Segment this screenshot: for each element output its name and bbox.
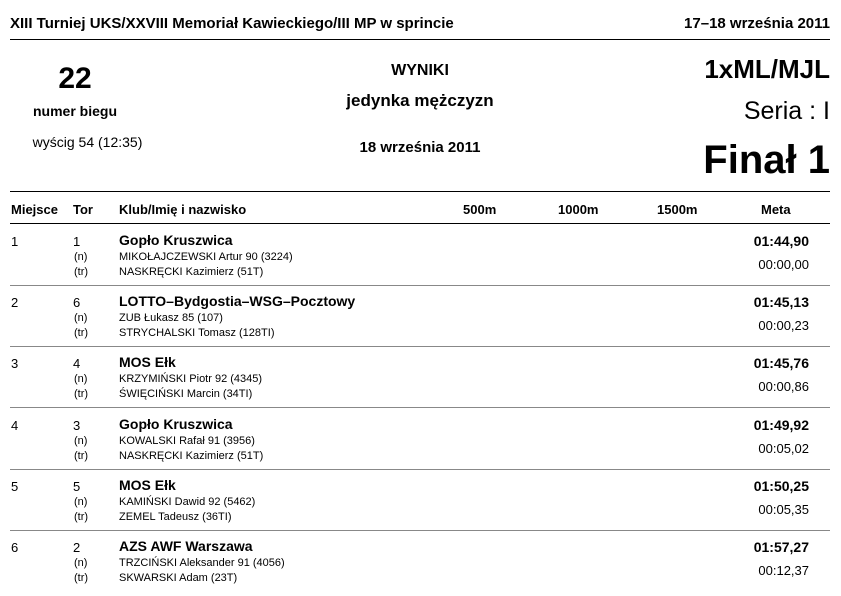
row-coach: SKWARSKI Adam (23T) (119, 572, 238, 584)
col-1000m: 1000m (558, 202, 599, 217)
table-header-divider (10, 223, 830, 224)
race-wyscig: wyścig 54 (12:35) (32, 134, 143, 150)
row-club: Gopło Kruszwica (119, 416, 233, 432)
row-time: 01:49,92 (753, 417, 809, 433)
row-rower: KOWALSKI Rafał 91 (3956) (119, 435, 255, 447)
row-rower: ZUB Łukasz 85 (107) (119, 312, 223, 324)
table-row (0, 230, 841, 290)
row-coach: NASKRĘCKI Kazimierz (51T) (119, 450, 264, 462)
row-time: 01:50,25 (753, 478, 809, 494)
row-club: AZS AWF Warszawa (119, 538, 253, 554)
table-row (0, 475, 841, 535)
table-row (0, 536, 841, 596)
race-date: 18 września 2011 (359, 139, 481, 156)
row-diff: 00:00,23 (758, 318, 809, 333)
row-diff: 00:00,86 (758, 379, 809, 394)
row-time: 01:45,13 (753, 294, 809, 310)
row-diff: 00:00,00 (758, 257, 809, 272)
row-divider (10, 346, 830, 347)
row-time: 01:44,90 (753, 233, 809, 249)
col-finish: Meta (761, 202, 791, 217)
row-coach: NASKRĘCKI Kazimierz (51T) (119, 266, 264, 278)
row-place: 4 (11, 418, 19, 433)
row-tag-tr: (tr) (74, 511, 89, 523)
col-place: Miejsce (11, 202, 58, 217)
row-divider (10, 469, 830, 470)
col-club: Klub/Imię i nazwisko (119, 202, 247, 217)
row-lane: 6 (73, 295, 81, 310)
row-divider (10, 530, 830, 531)
row-lane: 5 (73, 479, 81, 494)
row-diff: 00:05,02 (758, 441, 809, 456)
row-tag-n: (n) (74, 557, 88, 569)
table-row (0, 352, 841, 412)
row-rower: KAMIŃSKI Dawid 92 (5462) (119, 496, 256, 508)
row-tag-n: (n) (74, 496, 88, 508)
row-time: 01:45,76 (753, 355, 809, 371)
row-place: 6 (11, 540, 19, 555)
row-lane: 4 (73, 356, 81, 371)
row-lane: 3 (73, 418, 81, 433)
row-diff: 00:12,37 (758, 563, 809, 578)
row-coach: ŚWIĘCIŃSKI Marcin (34TI) (119, 388, 253, 400)
col-500m: 500m (463, 202, 497, 217)
row-tag-tr: (tr) (74, 572, 89, 584)
col-lane: Tor (73, 202, 93, 217)
row-tag-n: (n) (74, 435, 88, 447)
row-tag-tr: (tr) (74, 266, 89, 278)
race-number: 22 (58, 62, 92, 95)
table-row (0, 414, 841, 474)
row-rower: MIKOŁAJCZEWSKI Artur 90 (3224) (119, 251, 293, 263)
row-lane: 1 (73, 234, 81, 249)
row-place: 5 (11, 479, 19, 494)
boat-class: jedynka mężczyzn (346, 91, 494, 110)
row-place: 1 (11, 234, 19, 249)
row-club: MOS Ełk (119, 354, 176, 370)
table-top-divider (10, 191, 830, 192)
row-tag-tr: (tr) (74, 450, 89, 462)
row-tag-n: (n) (74, 312, 88, 324)
row-tag-n: (n) (74, 251, 88, 263)
event-dates: 17–18 września 2011 (684, 15, 830, 32)
race-stage: Finał 1 (703, 138, 830, 182)
row-tag-tr: (tr) (74, 327, 89, 339)
row-divider (10, 407, 830, 408)
row-club: MOS Ełk (119, 477, 176, 493)
row-place: 2 (11, 295, 19, 310)
event-title: XIII Turniej UKS/XXVIII Memoriał Kawieckiego/III MP w sprincie (10, 15, 454, 32)
row-tag-tr: (tr) (74, 388, 89, 400)
results-title: WYNIKI (391, 62, 449, 79)
row-rower: TRZCIŃSKI Aleksander 91 (4056) (119, 557, 285, 569)
header-divider (10, 39, 830, 40)
table-row (0, 291, 841, 351)
row-club: Gopło Kruszwica (119, 232, 233, 248)
row-divider (10, 285, 830, 286)
race-code: 1xML/MJL (704, 54, 830, 84)
race-series: Seria : I (743, 97, 830, 125)
race-number-label: numer biegu (32, 103, 117, 119)
row-club: LOTTO–Bydgostia–WSG–Pocztowy (119, 293, 356, 309)
row-lane: 2 (73, 540, 81, 555)
row-place: 3 (11, 356, 19, 371)
row-rower: KRZYMIŃSKI Piotr 92 (4345) (119, 373, 263, 385)
row-coach: ZEMEL Tadeusz (36TI) (119, 511, 232, 523)
row-time: 01:57,27 (753, 539, 809, 555)
col-1500m: 1500m (657, 202, 698, 217)
row-coach: STRYCHALSKI Tomasz (128TI) (119, 327, 275, 339)
row-diff: 00:05,35 (758, 502, 809, 517)
row-tag-n: (n) (74, 373, 88, 385)
